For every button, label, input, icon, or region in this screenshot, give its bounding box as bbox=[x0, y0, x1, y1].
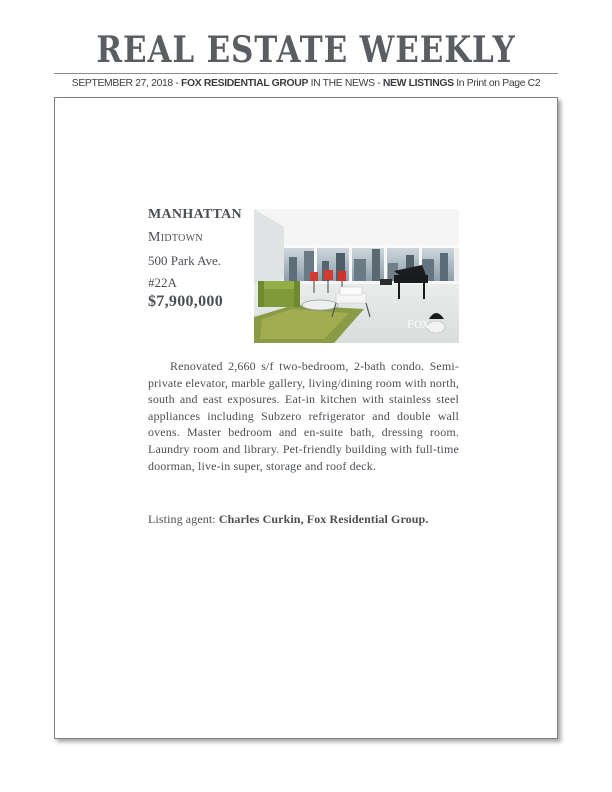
listing-price: $7,900,000 bbox=[148, 293, 223, 310]
photo-watermark: FOX bbox=[407, 320, 430, 331]
listing-agent-name: Charles Curkin, Fox Residential Group. bbox=[218, 512, 429, 526]
dateline-tail: In Print on Page C2 bbox=[453, 78, 541, 89]
listing-subarea: Midtown bbox=[148, 230, 203, 245]
listing-neighborhood: MANHATTAN bbox=[148, 207, 242, 222]
listing-description: Renovated 2,660 s/f two-bedroom, 2-bath condo. Semi-private elevator, marble gallery, living/dining room with north, south and east exposures. Eat-in kitchen with stainless steel appliances including Subzero refrigerator and double wall ovens. Master bedroom and en-suite bath, dressing room. Laundry room and library. Pet-friendly building with full-time doorman, live-in super, storage and roof deck. bbox=[148, 359, 459, 473]
masthead-title: REAL ESTATE WEEKLY bbox=[96, 29, 516, 71]
dateline-date: SEPTEMBER 27, 2018 - bbox=[71, 78, 182, 89]
dateline-mid: IN THE NEWS - bbox=[308, 78, 383, 89]
listing-photo bbox=[254, 209, 459, 343]
listing-agent-prefix: Listing agent: bbox=[148, 512, 219, 526]
listing-agent bbox=[148, 512, 428, 527]
listing-unit: #22A bbox=[148, 275, 177, 290]
listing-address: 500 Park Ave. bbox=[148, 253, 222, 268]
masthead-rule bbox=[54, 73, 558, 74]
dateline-firm: FOX RESIDENTIAL GROUP bbox=[181, 78, 309, 89]
dateline bbox=[54, 78, 558, 89]
dateline-section: NEW LISTINGS bbox=[382, 78, 454, 89]
